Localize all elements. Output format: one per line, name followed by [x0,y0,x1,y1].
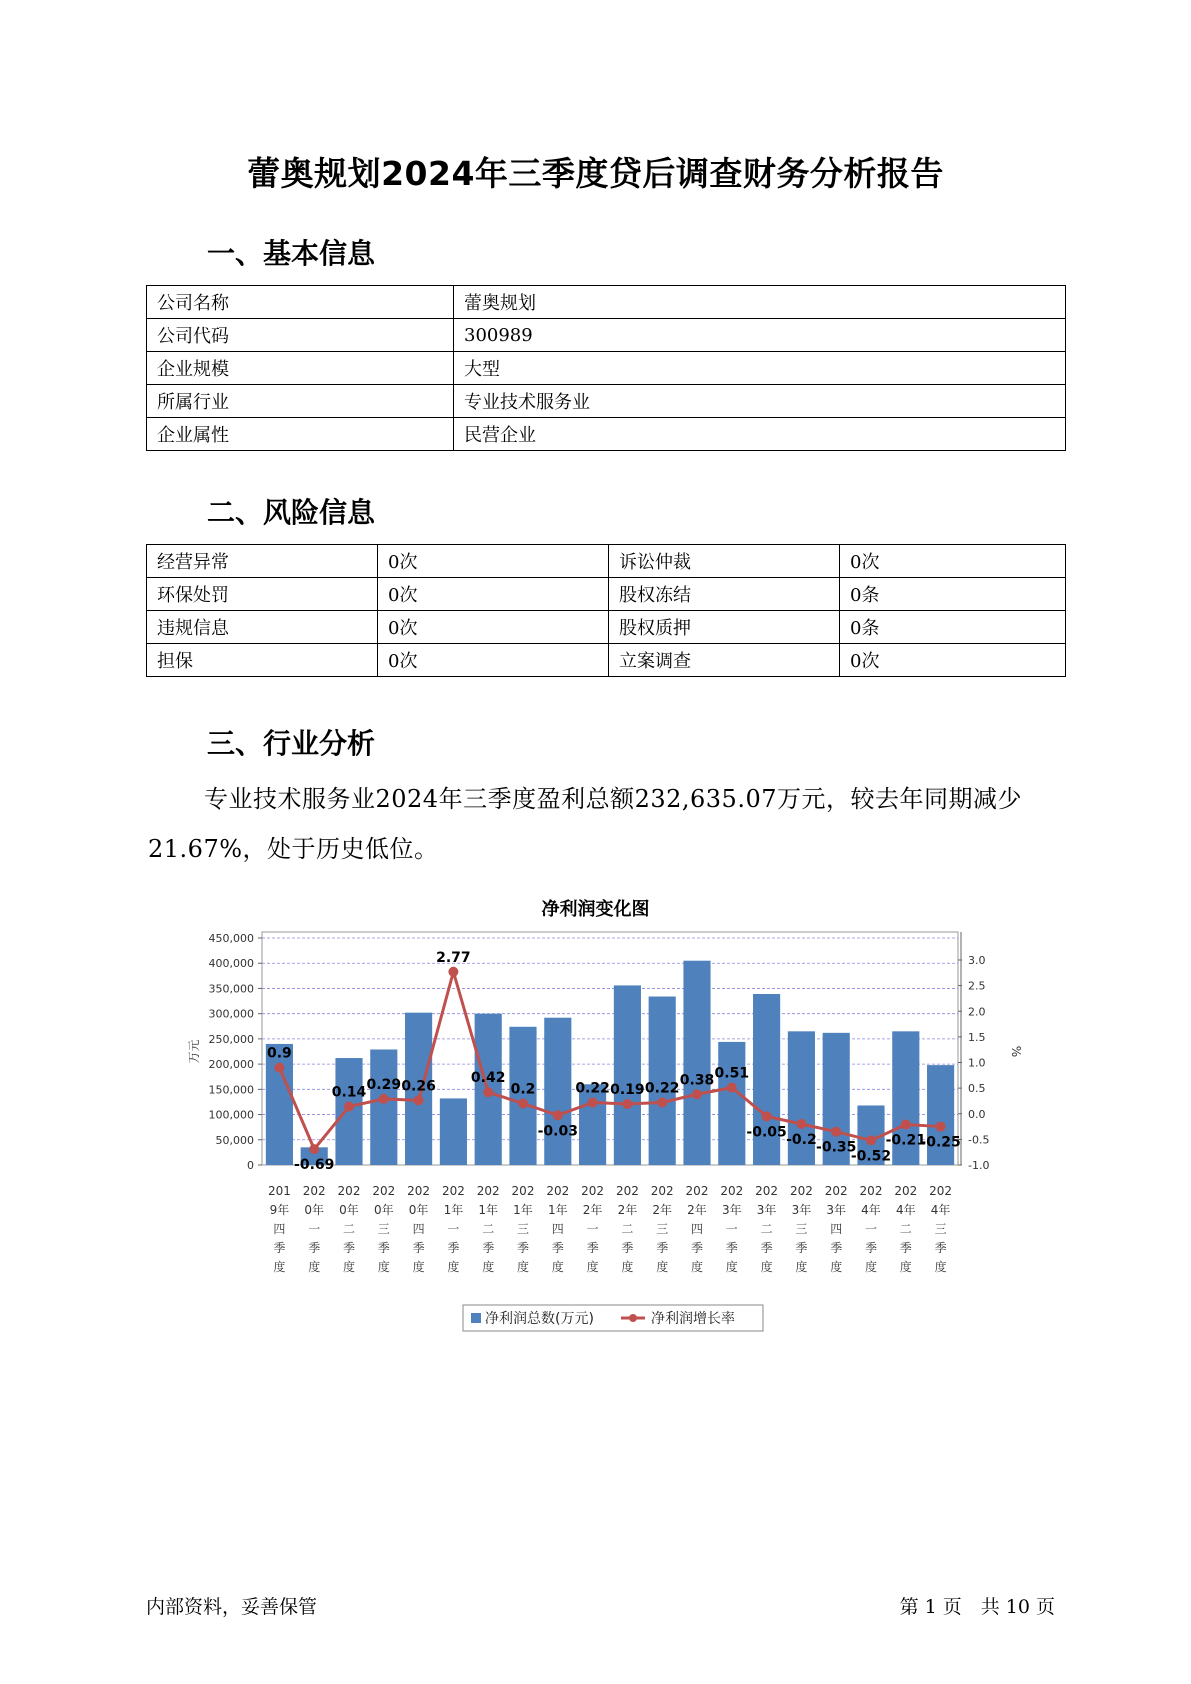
y-left-tick-label: 300,000 [208,1007,254,1021]
x-tick-label: 202 2年三季度 [650,1184,674,1274]
risk-label: 经营异常 [147,545,378,578]
footer-page-number: 第 1 页 共 10 页 [899,1596,1055,1618]
growth-data-label: 2.77 [436,949,471,966]
y-right-tick-label: -1.0 [968,1159,990,1172]
x-tick-label: 202 4年三季度 [929,1184,953,1274]
y-left-tick-label: 50,000 [215,1133,254,1147]
y-right-tick-label: -0.5 [968,1133,990,1147]
basic-info-row [147,319,1066,352]
y-left-tick-label: 0 [247,1159,254,1172]
growth-point [588,1097,598,1107]
bar [683,961,710,1165]
legend-bar-swatch [471,1313,481,1323]
growth-data-label: -0.35 [816,1139,857,1156]
x-tick-label: 202 1年二季度 [476,1184,500,1274]
growth-point [796,1119,806,1129]
growth-data-label: 0.38 [679,1072,715,1089]
y-left-tick-label: 250,000 [208,1032,254,1046]
risk-label: 违规信息 [147,611,378,644]
growth-point [936,1122,946,1132]
risk-value: 0条 [840,611,1066,644]
growth-point [448,967,458,977]
risk-value: 0次 [378,611,609,644]
basic-info-value: 民营企业 [454,418,1066,451]
bar [266,1044,293,1165]
bar [614,985,641,1165]
x-tick-label: 202 0年三季度 [372,1184,396,1274]
x-tick-label: 201 9年四季度 [267,1184,291,1274]
risk-label: 立案调查 [609,644,840,677]
risk-value: 0次 [840,644,1066,677]
basic-info-row [147,352,1066,385]
growth-point [553,1110,563,1120]
y-left-tick-label: 150,000 [208,1083,254,1097]
growth-point [309,1144,319,1154]
risk-value: 0次 [378,644,609,677]
growth-point [762,1111,772,1121]
y-right-tick-label: 3.0 [968,954,986,967]
risk-label: 环保处罚 [147,578,378,611]
risk-label: 担保 [147,644,378,677]
basic-info-value: 300989 [454,319,1066,352]
plot-area [262,932,961,1165]
basic-info-label: 公司代码 [147,319,454,352]
x-tick-label: 202 1年四季度 [546,1184,570,1274]
legend-line-label: 净利润增长率 [651,1311,735,1327]
basic-info-table [146,285,1066,451]
risk-value: 0条 [840,578,1066,611]
basic-info-label: 公司名称 [147,286,454,319]
growth-data-label: 0.22 [644,1080,680,1097]
growth-data-label: 0.51 [714,1065,750,1082]
growth-data-label: -0.25 [920,1134,961,1151]
risk-value: 0次 [378,578,609,611]
growth-data-label: 0.9 [266,1045,292,1062]
section-title-industry: 三、行业分析 [207,727,376,760]
risk-info-table [146,544,1066,677]
y-right-tick-label: 2.0 [968,1005,986,1019]
growth-data-label: 0.19 [610,1082,645,1099]
risk-info-row [147,545,1066,578]
basic-info-value: 蕾奥规划 [454,286,1066,319]
section-title-risk: 二、风险信息 [207,496,376,529]
growth-data-label: 0.29 [366,1076,402,1093]
growth-point [344,1102,354,1112]
x-tick-label: 202 3年一季度 [720,1184,744,1274]
risk-value: 0次 [840,545,1066,578]
basic-info-value: 大型 [454,352,1066,385]
basic-info-row [147,385,1066,418]
risk-value: 0次 [378,545,609,578]
net-profit-chart [0,920,1191,1400]
x-tick-label: 202 3年四季度 [824,1184,848,1274]
y-right-axis-label: % [1009,1045,1023,1058]
bar [544,1018,571,1165]
x-tick-label: 202 2年一季度 [581,1184,605,1274]
y-right-tick-label: 0.0 [968,1107,986,1121]
growth-point [727,1083,737,1093]
x-tick-label: 202 0年一季度 [302,1184,326,1274]
risk-info-row [147,578,1066,611]
growth-data-label: 0.42 [470,1070,506,1087]
bar [440,1098,467,1165]
bar [370,1049,397,1165]
risk-label: 股权冻结 [609,578,840,611]
growth-data-label: -0.21 [885,1132,926,1149]
growth-point [483,1087,493,1097]
growth-point [831,1127,841,1137]
growth-point [414,1095,424,1105]
legend-line-marker [629,1314,637,1322]
x-tick-label: 202 1年一季度 [441,1184,465,1274]
y-left-tick-label: 200,000 [208,1058,254,1072]
basic-info-value: 专业技术服务业 [454,385,1066,418]
basic-info-row [147,418,1066,451]
basic-info-label: 所属行业 [147,385,454,418]
document-title: 蕾奥规划2024年三季度贷后调查财务分析报告 [247,154,944,193]
growth-point [622,1099,632,1109]
bar [718,1042,745,1165]
growth-data-label: 0.14 [331,1084,367,1101]
growth-data-label: 0.22 [575,1080,610,1097]
growth-point [274,1063,284,1073]
risk-info-row [147,611,1066,644]
basic-info-label: 企业属性 [147,418,454,451]
footer-confidential-note: 内部资料，妥善保管 [146,1596,318,1618]
y-left-tick-label: 450,000 [208,932,254,945]
growth-point [901,1120,911,1130]
y-right-tick-label: 0.5 [968,1082,986,1096]
x-tick-label: 202 2年四季度 [685,1184,709,1274]
x-tick-label: 202 0年二季度 [337,1184,361,1274]
growth-data-label: -0.69 [294,1157,335,1174]
growth-point [866,1135,876,1145]
growth-data-label: -0.52 [850,1148,892,1165]
y-left-tick-label: 350,000 [208,982,254,996]
growth-data-label: 0.26 [401,1078,436,1095]
basic-info-label: 企业规模 [147,352,454,385]
growth-point [379,1094,389,1104]
section-title-basic: 一、基本信息 [207,237,376,270]
x-tick-label: 202 4年二季度 [894,1184,918,1274]
y-left-tick-label: 100,000 [208,1108,254,1122]
legend-bar-label: 净利润总数(万元) [485,1311,594,1327]
x-tick-label: 202 1年三季度 [511,1184,535,1274]
y-left-tick-label: 400,000 [208,957,254,971]
x-tick-label: 202 4年一季度 [859,1184,883,1274]
risk-info-row [147,644,1066,677]
growth-point [657,1097,667,1107]
y-right-tick-label: 2.5 [968,979,986,993]
growth-data-label: -0.2 [786,1132,817,1148]
x-tick-label: 202 2年二季度 [615,1184,639,1274]
y-left-axis-label: 万元 [187,1039,201,1064]
growth-data-label: 0.2 [510,1081,536,1098]
growth-data-label: -0.05 [746,1124,787,1141]
growth-data-label: -0.03 [537,1123,578,1140]
y-right-tick-label: 1.5 [968,1030,986,1044]
risk-label: 诉讼仲裁 [609,545,840,578]
y-right-tick-label: 1.0 [968,1056,986,1070]
basic-info-row [147,286,1066,319]
x-tick-label: 202 0年四季度 [407,1184,431,1274]
industry-analysis-paragraph: 专业技术服务业2024年三季度盈利总额232,635.07万元，较去年同期减少21.67%，处于历史低位。 [148,785,1022,863]
risk-label: 股权质押 [609,611,840,644]
chart-title: 净利润变化图 [541,899,650,920]
x-tick-label: 202 3年二季度 [755,1184,779,1274]
x-tick-label: 202 3年三季度 [789,1184,813,1274]
growth-point [518,1099,528,1109]
growth-point [692,1089,702,1099]
